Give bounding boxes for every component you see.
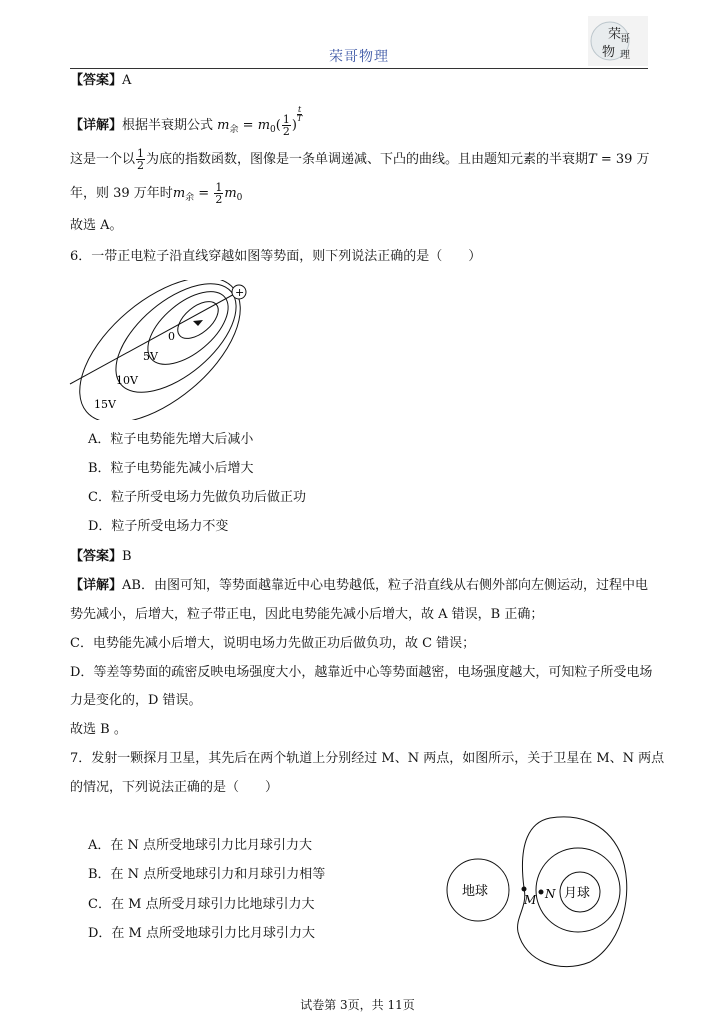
point-m — [522, 887, 527, 892]
q7-option-d[interactable]: D．在 M 点所受地球引力比月球引力大 — [88, 926, 315, 941]
q7-orbit-figure — [440, 812, 640, 972]
logo — [588, 16, 648, 66]
q6-stem: 6．一带正电粒子沿直线穿越如图等势面，则下列说法正确的是（ ） — [70, 249, 482, 264]
charge-label: + — [235, 286, 245, 299]
q6-option-c[interactable]: C．粒子所受电场力先做负功后做正功 — [88, 490, 306, 505]
q7-option-c[interactable]: C．在 M 点所受月球引力比地球引力大 — [88, 897, 315, 912]
q5-detail — [70, 106, 302, 139]
header-title: 荣哥物理 — [329, 49, 389, 65]
q5-line2: 这是一个以 $\frac{1}{2}$ 为底的指数函数，图像是一条单调递减、下凸的曲线。且由题知元素的半衰期T = 39 万 — [70, 147, 650, 172]
q6-answer-value: B — [122, 549, 132, 564]
logo-char-4: 理 — [620, 50, 630, 61]
q6-answer — [70, 548, 132, 566]
logo-char-2: 哥 — [620, 34, 630, 45]
q7-option-b[interactable]: B．在 N 点所受地球引力和月球引力相等 — [88, 867, 326, 882]
q6-detail-line-4: D．等差等势面的疏密反映电场强度大小，越靠近中心等势面越密，电场强度越大，可知粒子所受电场 — [70, 665, 653, 680]
q5-answer-value: A — [122, 73, 132, 88]
logo-char-3: 物 — [602, 45, 616, 60]
q5-detail-text: 根据半衰期公式 — [122, 118, 214, 133]
q6-answer-label: 【答案】 — [70, 549, 123, 564]
direction-arrow — [193, 320, 203, 326]
moon-label: 月球 — [564, 886, 591, 901]
logo-char-1: 荣 — [608, 27, 622, 42]
q6-detail-line-5: 力是变化的，D 错误。 — [70, 693, 202, 708]
label-5v: 5V — [143, 350, 158, 363]
q5-conclusion: 故选 A。 — [70, 218, 123, 233]
earth-label: 地球 — [462, 884, 489, 899]
q7-option-a[interactable]: A．在 N 点所受地球引力比月球引力大 — [88, 838, 313, 853]
q6-detail-line-1: 【详解】AB．由图可知，等势面越靠近中心电势越低，粒子沿直线从右侧外部向左侧运动，过程中电 — [70, 578, 648, 593]
q6-equipotential-figure — [66, 280, 256, 420]
equipotential-10v — [97, 280, 255, 413]
q5-line3: 年，则 39 万年时$m_余$ = $\frac{1}{2}$ $m_0$ — [70, 181, 243, 206]
q5-detail-label: 【详解】 — [70, 118, 123, 133]
equipotential-0v — [171, 295, 224, 346]
page-footer: 试卷第 3页，共 11页 — [300, 998, 415, 1012]
q5-answer-label: 【答案】 — [70, 73, 123, 88]
m-label: M — [524, 893, 537, 907]
q6-conclusion: 故选 B 。 — [70, 722, 127, 737]
q7-stem-line-2: 的情况，下列说法正确的是（ ） — [70, 780, 279, 795]
q6-detail-label: 【详解】 — [70, 578, 123, 593]
n-label: N — [545, 887, 556, 901]
page-header — [70, 42, 648, 69]
q5-answer — [70, 72, 131, 90]
q6-detail-line-2: 势先减小，后增大，粒子带正电，因此电势能先减小后增大，故 A 错误，B 正确； — [70, 607, 544, 622]
q6-option-b[interactable]: B．粒子电势能先减小后增大 — [88, 461, 254, 476]
q7-stem-line-1: 7．发射一颗探月卫星，其先后在两个轨道上分别经过 M、N 两点，如图所示，关于卫星在 M、N 两点 — [70, 751, 665, 766]
label-0: 0 — [168, 330, 175, 343]
particle-path — [70, 292, 238, 384]
label-15v: 15V — [94, 398, 116, 411]
point-n — [539, 890, 544, 895]
q6-option-d[interactable]: D．粒子所受电场力不变 — [88, 519, 229, 534]
label-10v: 10V — [116, 374, 138, 387]
q6-option-a[interactable]: A．粒子电势能先增大后减小 — [88, 432, 254, 447]
q6-detail-line-3: C．电势能先减小后增大，说明电场力先做正功后做负功，故 C 错误； — [70, 636, 476, 651]
q5-formula: $m_余 = m_0$( $\frac{1}{2}$ ) $\frac{t}{T}$ — [217, 105, 303, 138]
